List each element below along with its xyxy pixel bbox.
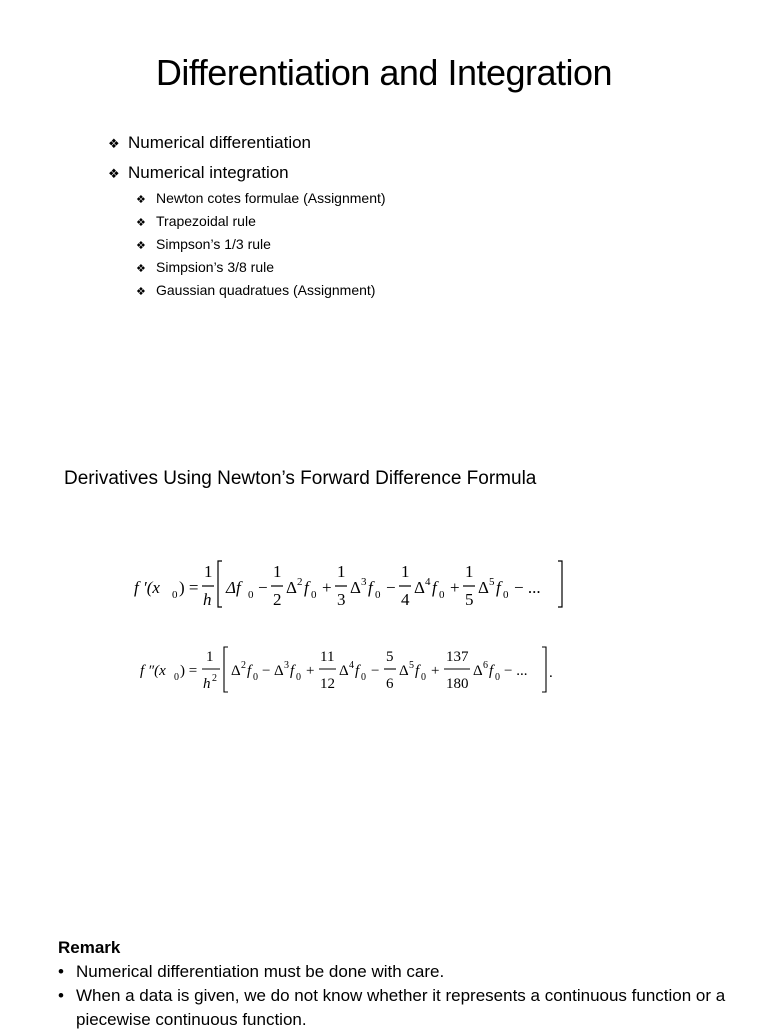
prefactor-denominator: h: [203, 590, 212, 609]
remark-section: [58, 936, 738, 1032]
term-sign: −: [258, 578, 268, 597]
term-sign: −: [371, 663, 380, 679]
left-bracket: [218, 561, 222, 607]
delta-power: 4: [349, 660, 354, 671]
f-symbol: f: [432, 578, 437, 597]
delta-symbol: Δ: [339, 663, 349, 679]
subtopic-label: Simpson’s 1/3 rule: [156, 236, 271, 252]
formula-lhs-close: ) =: [179, 578, 199, 597]
subscript-zero: 0: [311, 589, 317, 601]
topic-label: Numerical integration: [128, 163, 289, 182]
prefactor-denominator: h: [203, 676, 211, 692]
topic-list: [108, 128, 386, 303]
subscript-zero: 0: [439, 589, 445, 601]
left-bracket: [224, 647, 228, 692]
delta-power: 2: [241, 660, 246, 671]
delta-symbol: Δ: [286, 578, 297, 597]
prefactor-numerator: 1: [206, 649, 214, 665]
coef-denominator: 180: [446, 676, 469, 692]
diamond-bullet-icon: ❖: [136, 217, 146, 229]
formula-lhs: f ′(x: [134, 578, 160, 597]
delta-symbol: Δ: [414, 578, 425, 597]
delta-power: 4: [425, 576, 431, 588]
remark-item: [58, 960, 738, 984]
formula-lhs-close: ) =: [180, 663, 198, 679]
delta-power: 3: [361, 576, 367, 588]
coef-numerator: 137: [446, 649, 469, 665]
subtopic-item: [136, 257, 386, 280]
subscript-zero: 0: [253, 672, 258, 683]
subscript-zero: 0: [248, 589, 254, 601]
coef-numerator: 5: [386, 649, 394, 665]
delta-symbol: Δ: [350, 578, 361, 597]
diamond-bullet-icon: ❖: [136, 194, 146, 206]
coef-numerator: 1: [337, 562, 346, 581]
subtopic-item: [136, 280, 386, 303]
topic-label: Numerical differentiation: [128, 133, 311, 152]
subtopic-item: [136, 211, 386, 234]
remark-title: Remark: [58, 938, 121, 957]
diamond-bullet-icon: ❖: [108, 136, 120, 151]
diamond-bullet-icon: ❖: [136, 240, 146, 252]
remark-text: Numerical differentiation must be done with care.: [76, 962, 445, 981]
subscript-zero: 0: [503, 589, 509, 601]
coef-numerator: 1: [273, 562, 282, 581]
f-symbol: f: [496, 578, 501, 597]
subtopic-list: [136, 188, 386, 303]
delta-power: 5: [409, 660, 414, 671]
bullet-dot-icon: •: [58, 986, 64, 1005]
formula-lhs: f ″(x: [140, 663, 166, 679]
coef-denominator: 5: [465, 590, 474, 609]
subscript-zero: 0: [361, 672, 366, 683]
subtopic-item: [136, 188, 386, 211]
delta-power: 3: [284, 660, 289, 671]
series-tail: − ...: [514, 578, 541, 597]
first-derivative-formula: [134, 555, 574, 620]
term-sign: −: [386, 578, 396, 597]
coef-denominator: 3: [337, 590, 346, 609]
section-title: Derivatives Using Newton’s Forward Difference Formula: [64, 468, 537, 489]
remark-item: [58, 984, 738, 1032]
coef-numerator: 1: [465, 562, 474, 581]
f-symbol: f: [415, 663, 420, 679]
term-sign: +: [322, 578, 332, 597]
coef-numerator: 1: [401, 562, 410, 581]
second-derivative-formula: [140, 645, 565, 708]
topic-item: [108, 158, 386, 188]
subtopic-label: Gaussian quadratues (Assignment): [156, 282, 376, 298]
term-sign: +: [431, 663, 440, 679]
series-tail: − ...: [504, 663, 528, 679]
subscript-zero: 0: [296, 672, 301, 683]
remark-text: When a data is given, we do not know whether it represents a continuous function or a piecewise continuous function.: [76, 986, 726, 1029]
coef-denominator: 2: [273, 590, 282, 609]
subscript-zero: 0: [421, 672, 426, 683]
formula-lhs-subscript: 0: [172, 589, 178, 601]
subtopic-label: Trapezoidal rule: [156, 213, 256, 229]
diamond-bullet-icon: ❖: [108, 166, 120, 181]
coef-numerator: 11: [320, 649, 335, 665]
term-sign: −: [262, 663, 271, 679]
coef-denominator: 6: [386, 676, 394, 692]
topic-item: [108, 128, 386, 158]
f-symbol: f: [355, 663, 360, 679]
subscript-zero: 0: [375, 589, 381, 601]
bullet-dot-icon: •: [58, 962, 64, 981]
delta-symbol: Δ: [473, 663, 483, 679]
delta-power: 2: [297, 576, 303, 588]
diamond-bullet-icon: ❖: [136, 263, 146, 275]
delta-power: 5: [489, 576, 495, 588]
prefactor-numerator: 1: [204, 562, 213, 581]
right-bracket: [558, 561, 562, 607]
prefactor-denominator-power: 2: [212, 673, 217, 684]
delta-symbol: Δ: [231, 663, 241, 679]
subtopic-item: [136, 234, 386, 257]
subtopic-label: Newton cotes formulae (Assignment): [156, 190, 386, 206]
subtopic-label: Simpsion’s 3/8 rule: [156, 259, 275, 275]
page-title: Differentiation and Integration: [155, 52, 613, 93]
term-sign: +: [306, 663, 315, 679]
f-symbol: f: [368, 578, 373, 597]
f-symbol: f: [489, 663, 494, 679]
delta-symbol: Δ: [478, 578, 489, 597]
delta-power: 6: [483, 660, 488, 671]
formula-end-period: .: [549, 665, 553, 681]
delta-symbol: Δ: [399, 663, 409, 679]
formula-lhs-subscript: 0: [174, 672, 179, 683]
f-symbol: f: [290, 663, 295, 679]
term-sign: +: [450, 578, 460, 597]
f-symbol: f: [304, 578, 309, 597]
right-bracket: [542, 647, 546, 692]
coef-denominator: 4: [401, 590, 410, 609]
coef-denominator: 12: [320, 676, 335, 692]
delta-symbol: Δ: [274, 663, 284, 679]
subscript-zero: 0: [495, 672, 500, 683]
f-symbol: f: [247, 663, 252, 679]
diamond-bullet-icon: ❖: [136, 286, 146, 298]
delta-f-term: Δf: [226, 578, 241, 597]
